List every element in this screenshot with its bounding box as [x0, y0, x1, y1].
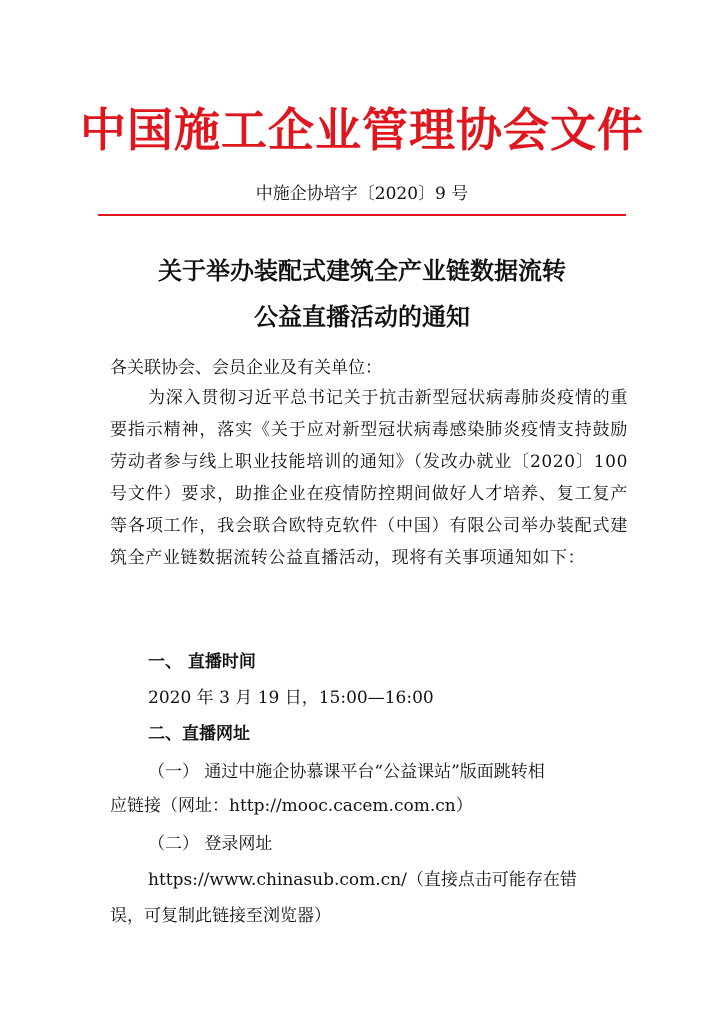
- item-2-heading: （二） 登录网址: [148, 834, 273, 854]
- section-1-heading: 一、 直播时间: [148, 652, 256, 672]
- section-1-text: 2020 年 3 月 19 日，15:00—16:00: [148, 688, 434, 708]
- notice-title-line-2: 公益直播活动的通知: [254, 302, 470, 331]
- item-2-line-2: 误，可复制此链接至浏览器）: [110, 906, 331, 926]
- item-1-line-1: （一） 通过中施企协慕课平台“公益课站”版面跳转相: [148, 762, 545, 782]
- section-2-heading: 二、直播网址: [148, 724, 250, 744]
- notice-title-line-1: 关于举办装配式建筑全产业链数据流转: [158, 256, 566, 285]
- item-2-line-1: https://www.chinasub.com.cn/（直接点击可能存在错: [148, 870, 577, 890]
- document-header-title: 中国施工企业管理协会文件: [80, 103, 644, 157]
- item-1-line-2: 应链接（网址：http://mooc.cacem.com.cn）: [110, 796, 473, 816]
- body-paragraph-1: 为深入贯彻习近平总书记关于抗击新型冠状病毒肺炎疫情的重要指示精神，落实《关于应对新型冠状病毒感染肺炎疫情支持鼓励劳动者参与线上职业技能培训的通知》（发改办就业〔2020〕100 号文件）要求，助推企业在疫情防控期间做好人才培养、复工复产等各项工作，我会联合欧特克软件（中国）有限公司举办装配式建筑全产业链数据流转公益直播活动，现将有关事项通知如下：: [110, 388, 628, 568]
- document-number: 中施企协培字〔2020〕9 号: [255, 184, 469, 204]
- salutation: 各关联协会、会员企业及有关单位：: [110, 358, 382, 378]
- red-divider: [98, 214, 626, 216]
